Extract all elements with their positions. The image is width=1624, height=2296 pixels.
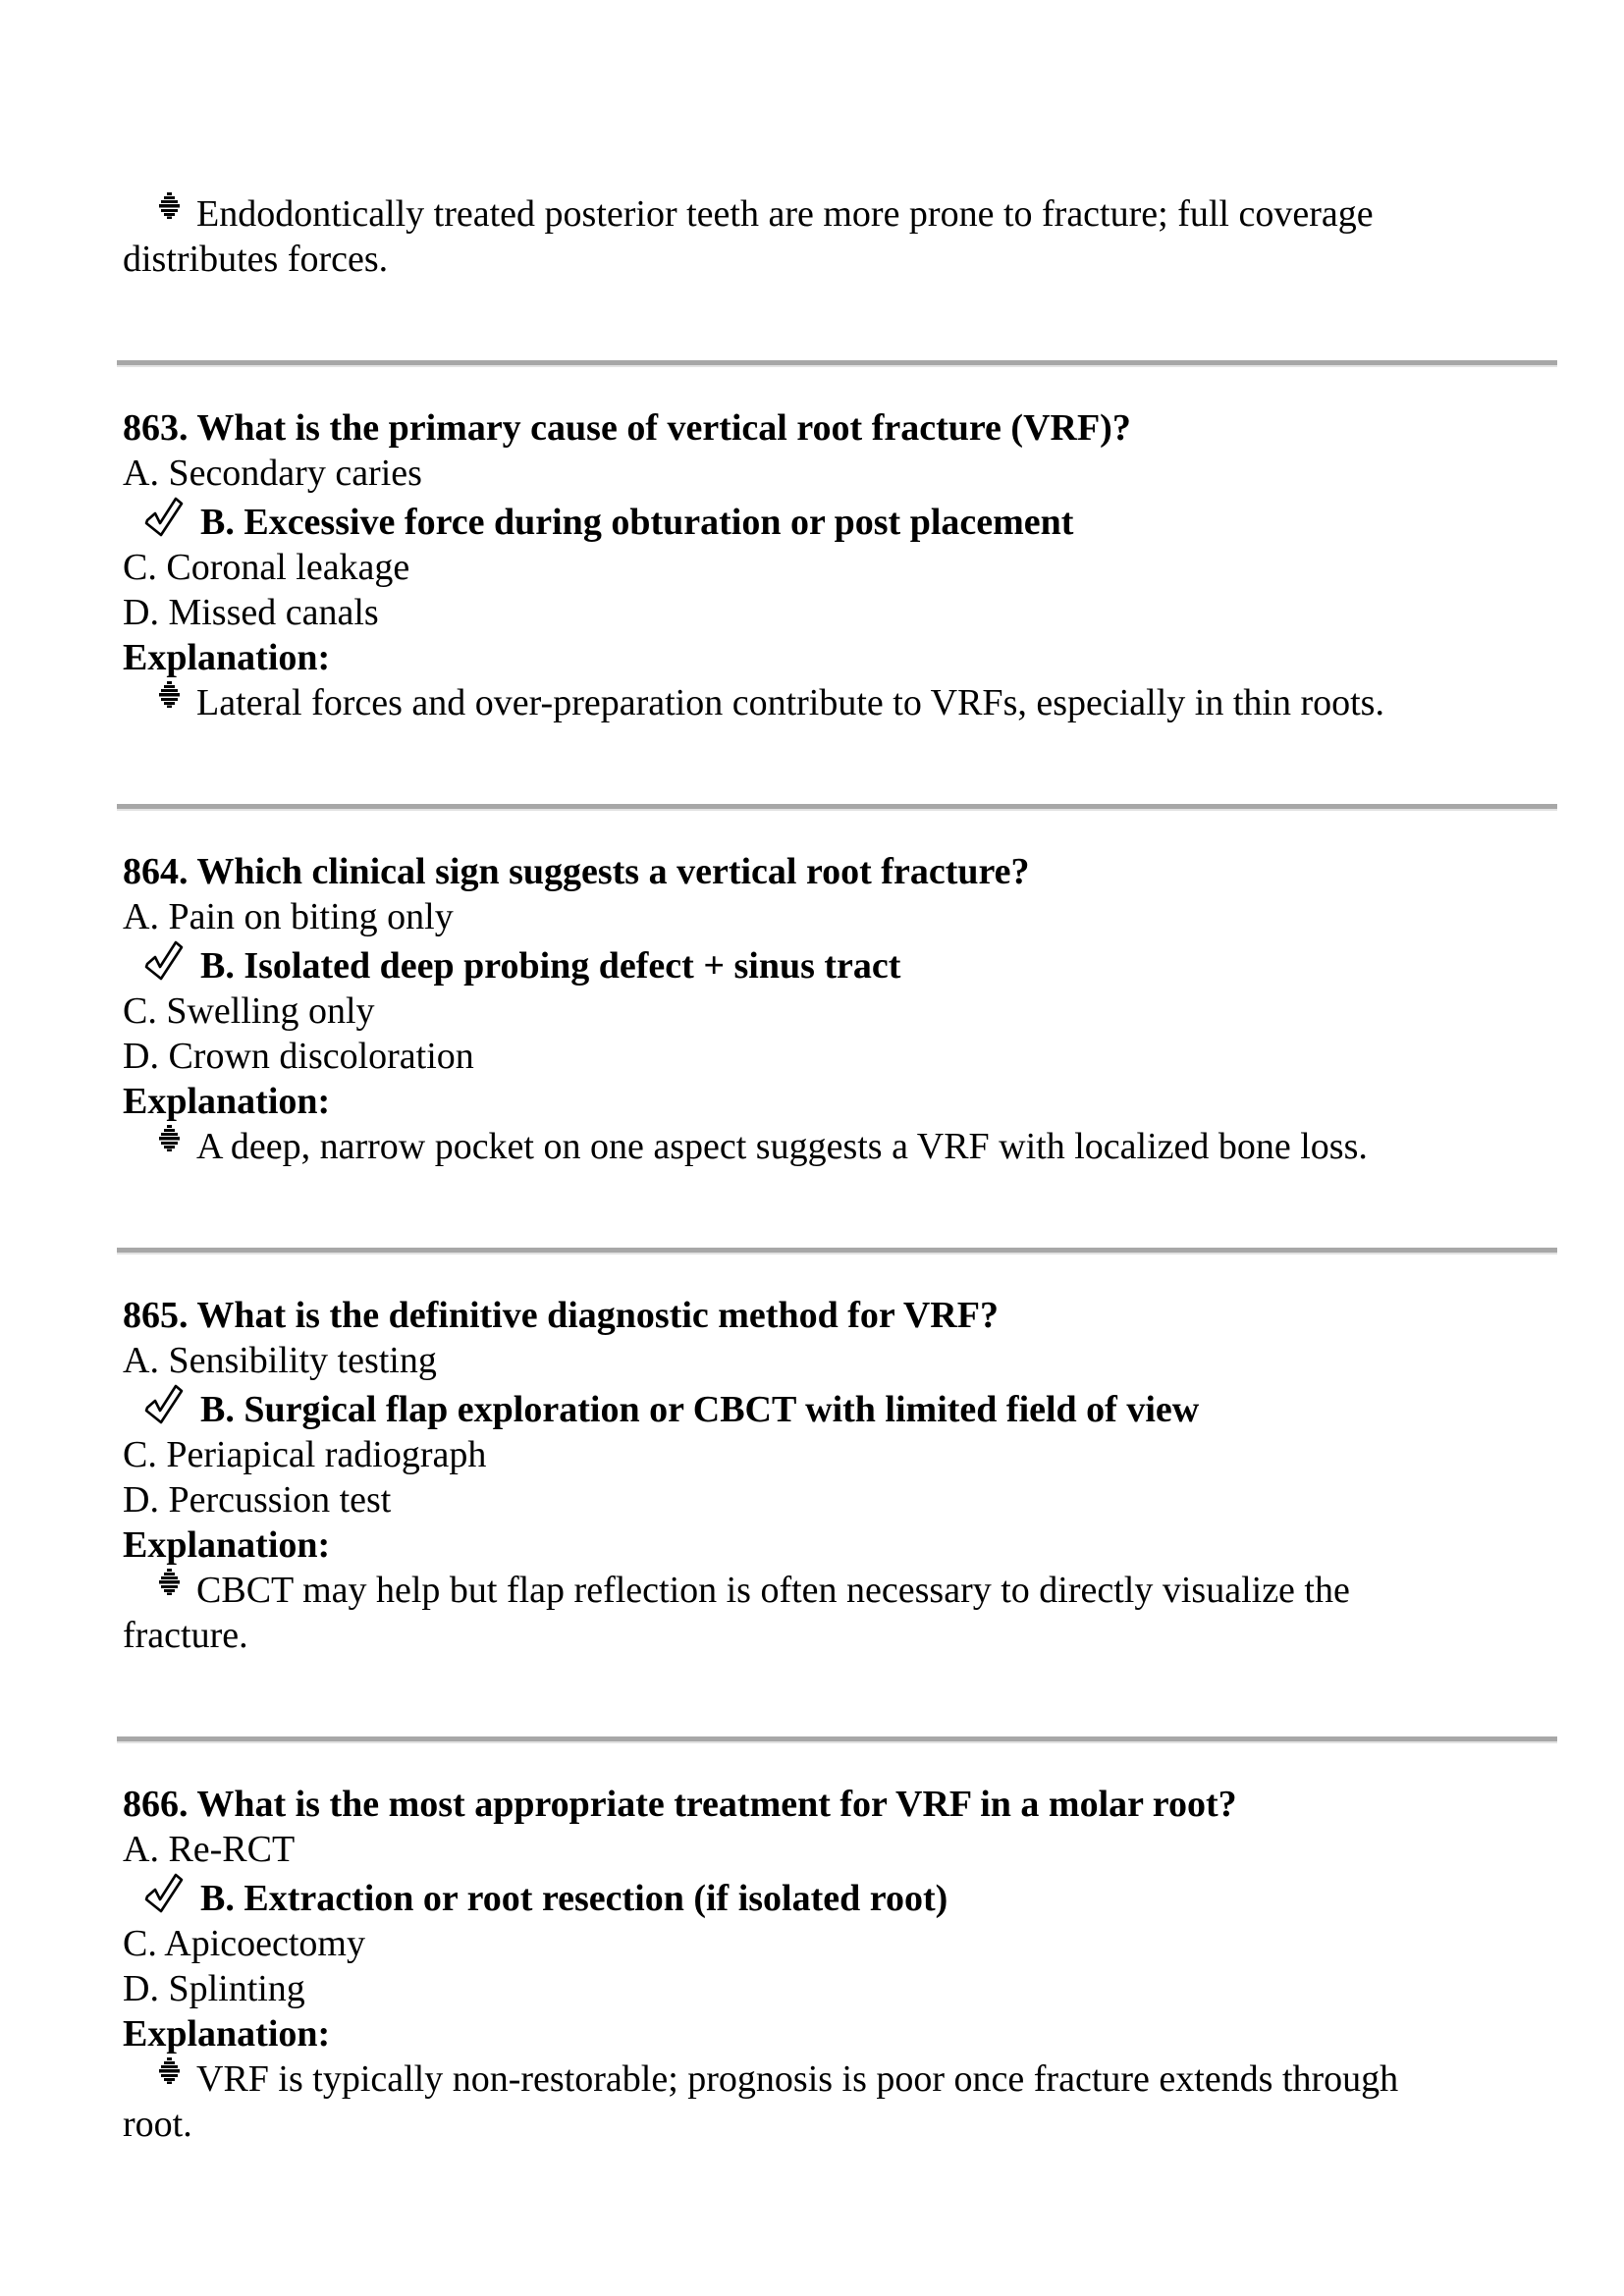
section-divider <box>117 1248 1557 1255</box>
option-d: D. Splinting <box>123 1968 305 2009</box>
correct-answer-row <box>123 1872 1561 1921</box>
option-d: D. Percussion test <box>123 1479 392 1521</box>
question-863 <box>123 405 1561 725</box>
explanation-bullet <box>123 1568 1561 1658</box>
explanation-text: A deep, narrow pocket on one aspect suggests a VRF with localized bone loss. <box>196 1126 1368 1167</box>
page-content <box>123 0 1561 2147</box>
explanation-bullet <box>123 1124 1561 1169</box>
section-divider <box>117 360 1557 367</box>
correct-answer-row <box>123 939 1561 988</box>
explanation-text: CBCT may help but flap reflection is often necessary to directly visualize the <box>196 1570 1350 1611</box>
correct-answer-row <box>123 1383 1561 1432</box>
correct-answer-text: B. Extraction or root resection (if isolated root) <box>200 1878 948 1919</box>
explanation-label: Explanation: <box>123 1081 331 1122</box>
option-a: A. Sensibility testing <box>123 1340 437 1381</box>
section-divider <box>117 1736 1557 1743</box>
striped-diamond-icon <box>159 1569 180 1595</box>
explanation-text-2: fracture. <box>123 1615 248 1656</box>
option-c: C. Swelling only <box>123 990 375 1032</box>
question-title: 865. What is the definitive diagnostic method for VRF? <box>123 1295 999 1336</box>
striped-diamond-icon <box>159 1125 180 1151</box>
correct-answer-row <box>123 496 1561 545</box>
striped-diamond-icon <box>159 681 180 708</box>
option-d: D. Missed canals <box>123 592 379 633</box>
question-865 <box>123 1293 1561 1658</box>
correct-answer-text: B. Surgical flap exploration or CBCT with limited field of view <box>200 1389 1200 1430</box>
explanation-label: Explanation: <box>123 637 331 678</box>
check-icon <box>140 496 186 539</box>
explanation-bullet <box>123 680 1561 725</box>
intro-explanation-text-2: distributes forces. <box>123 239 389 280</box>
option-d: D. Crown discoloration <box>123 1036 474 1077</box>
check-icon <box>140 939 186 983</box>
explanation-label: Explanation: <box>123 2013 331 2055</box>
intro-explanation-text: Endodontically treated posterior teeth are more prone to fracture; full coverage <box>196 193 1374 235</box>
check-icon <box>140 1383 186 1426</box>
option-c: C. Apicoectomy <box>123 1923 365 1964</box>
question-title: 864. Which clinical sign suggests a vertical root fracture? <box>123 851 1030 892</box>
striped-diamond-icon <box>159 192 180 219</box>
question-866 <box>123 1782 1561 2147</box>
option-c: C. Coronal leakage <box>123 547 410 588</box>
question-title: 863. What is the primary cause of vertical root fracture (VRF)? <box>123 407 1131 449</box>
option-a: A. Re-RCT <box>123 1829 296 1870</box>
section-divider <box>117 804 1557 811</box>
explanation-label: Explanation: <box>123 1524 331 1566</box>
question-864 <box>123 849 1561 1169</box>
intro-explanation-bullet <box>123 191 1561 282</box>
correct-answer-text: B. Excessive force during obturation or post placement <box>200 502 1074 543</box>
option-a: A. Pain on biting only <box>123 896 454 937</box>
correct-answer-text: B. Isolated deep probing defect + sinus tract <box>200 945 901 987</box>
explanation-text: VRF is typically non-restorable; prognosis is poor once fracture extends through <box>196 2058 1399 2100</box>
question-title: 866. What is the most appropriate treatment for VRF in a molar root? <box>123 1784 1237 1825</box>
option-c: C. Periapical radiograph <box>123 1434 487 1475</box>
explanation-text: Lateral forces and over-preparation contribute to VRFs, especially in thin roots. <box>196 682 1384 723</box>
check-icon <box>140 1872 186 1915</box>
explanation-text-2: root. <box>123 2104 192 2145</box>
option-a: A. Secondary caries <box>123 453 422 494</box>
explanation-bullet <box>123 2056 1561 2147</box>
striped-diamond-icon <box>159 2057 180 2084</box>
